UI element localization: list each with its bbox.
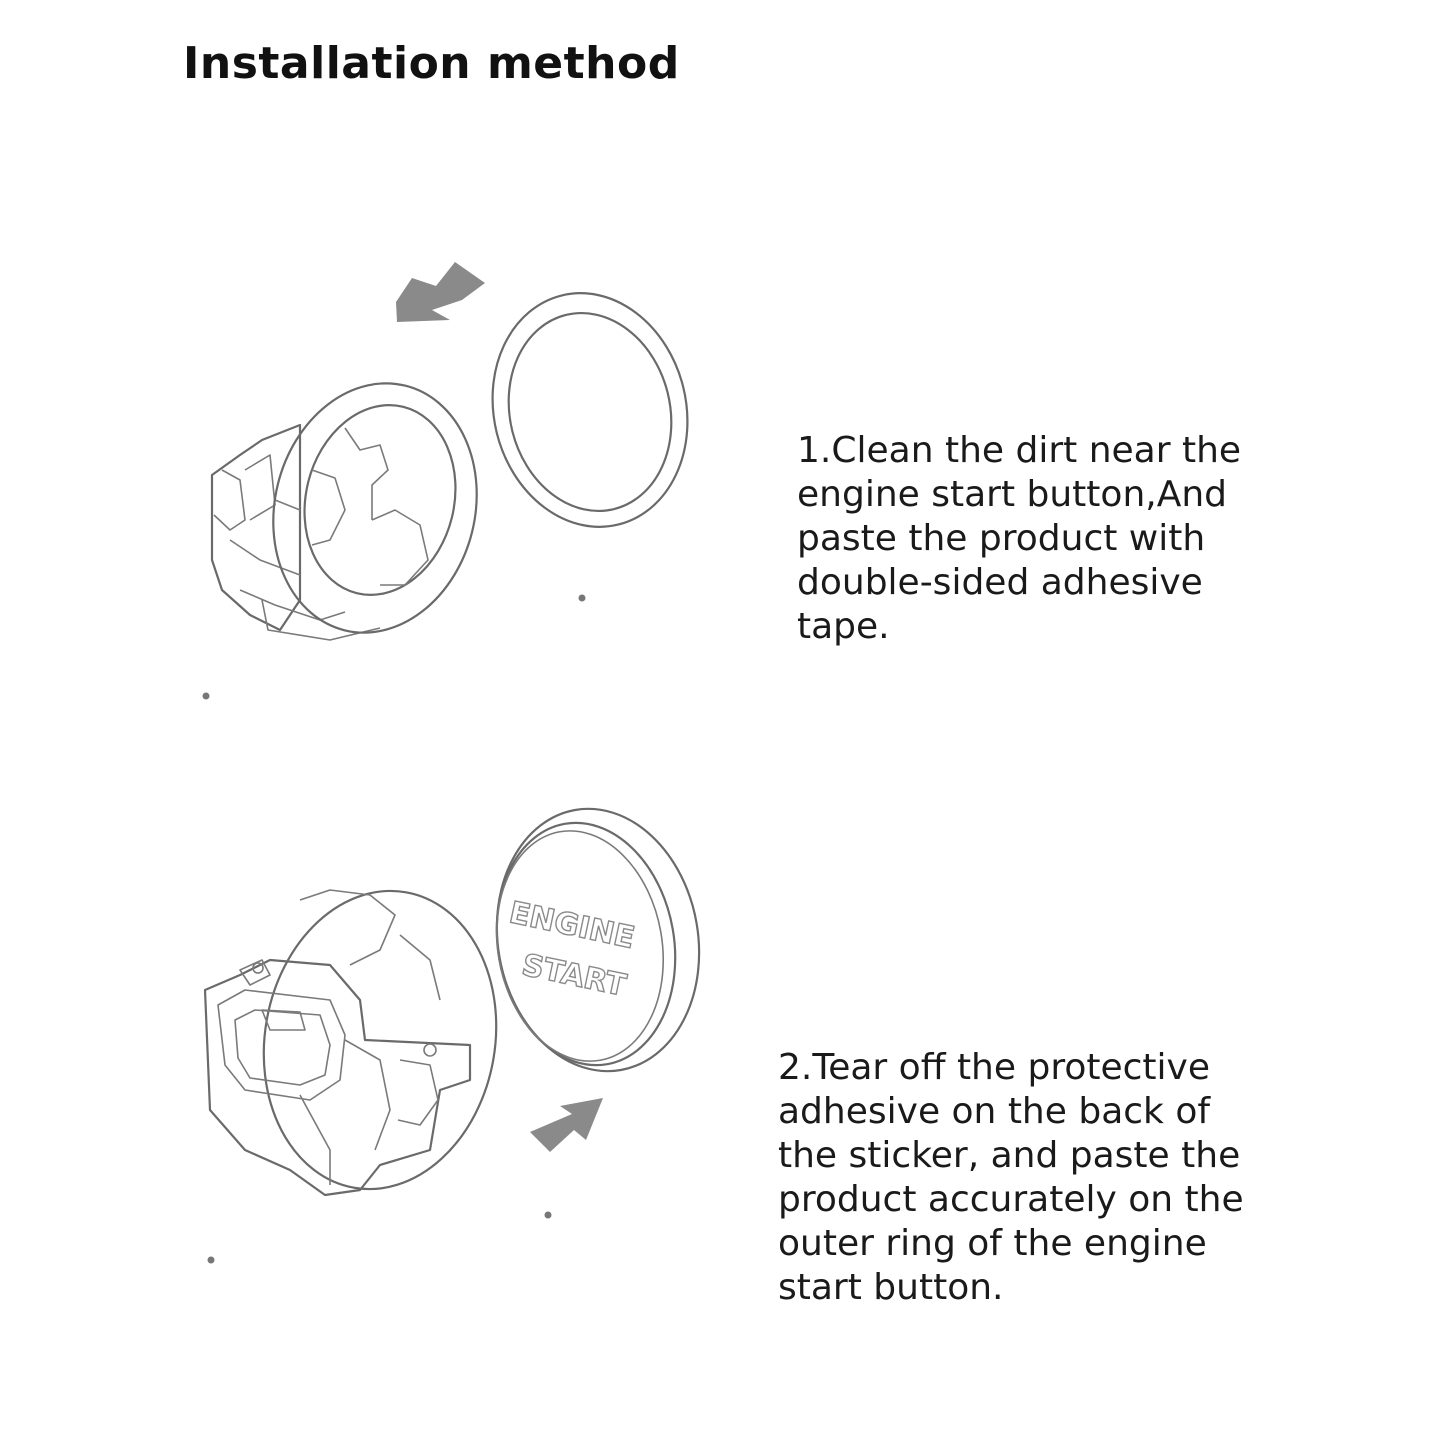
step2-arrow-icon [530, 1098, 603, 1152]
step1-line: engine start button,And [797, 474, 1227, 515]
start-button-housing-back [205, 872, 519, 1207]
marker-dot [203, 693, 210, 700]
sticker-text-start: START [518, 947, 630, 1004]
marker-dot [545, 1212, 552, 1219]
sticker-text-engine: ENGINE [506, 895, 638, 957]
step2-line: adhesive on the back of [778, 1091, 1211, 1132]
step2-instructions [778, 1046, 1244, 1310]
step1-line: double-sided adhesive [797, 562, 1203, 603]
step1-line: paste the product with [797, 518, 1206, 559]
step1-illustration [203, 262, 712, 700]
step2-illustration [205, 793, 719, 1264]
step1-arrow-icon [396, 262, 485, 322]
ring-sticker [468, 272, 711, 547]
step2-line: product accurately on the [778, 1179, 1244, 1220]
start-button-housing [212, 362, 503, 655]
marker-dot [579, 595, 586, 602]
step1-line: tape. [797, 606, 890, 647]
step2-line: outer ring of the engine [778, 1223, 1207, 1264]
step2-line: the sticker, and paste the [778, 1135, 1241, 1176]
step2-line: start button. [778, 1267, 1004, 1308]
engine-start-cap [477, 793, 720, 1088]
step1-line: 1.Clean the dirt near the [797, 430, 1242, 471]
step1-instructions [797, 429, 1241, 649]
marker-dot [208, 1257, 215, 1264]
page-title: Installation method [183, 38, 680, 89]
step2-line: 2.Tear off the protective [778, 1047, 1210, 1088]
